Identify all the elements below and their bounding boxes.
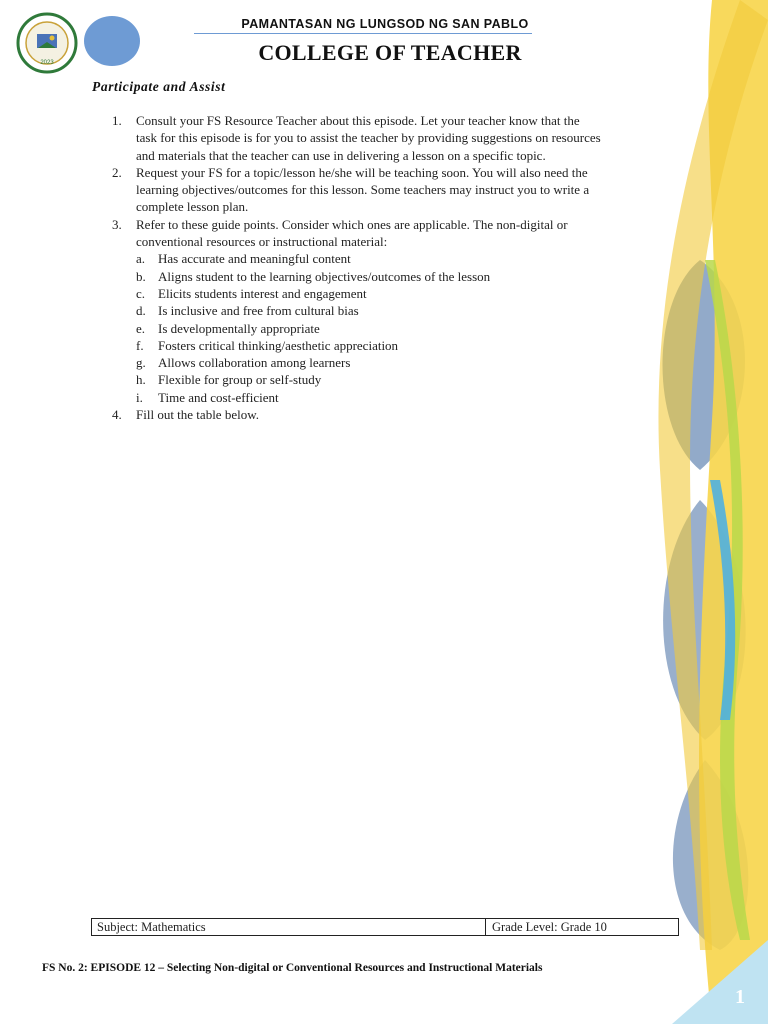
section-title: Participate and Assist bbox=[92, 79, 226, 94]
college-title: COLLEGE OF TEACHER bbox=[258, 40, 522, 65]
guide-point bbox=[112, 354, 682, 371]
item-line: complete lesson plan. bbox=[136, 199, 249, 215]
university-name: PAMANTASAN NG LUNGSOD NG SAN PABLO bbox=[241, 17, 529, 31]
guide-text: Elicits students interest and engagement bbox=[158, 285, 367, 301]
guide-point bbox=[112, 320, 682, 337]
subject-grade-table bbox=[91, 918, 679, 936]
guide-text: Flexible for group or self-study bbox=[158, 372, 322, 388]
blue-circle-logo bbox=[84, 16, 140, 66]
item-line: Consult your FS Resource Teacher about this episode. Let your teacher know that the bbox=[136, 113, 580, 128]
header-divider bbox=[194, 33, 532, 34]
item-line: task for this episode is for you to assist the teacher by providing suggestions on resources bbox=[136, 130, 601, 146]
guide-letter: g. bbox=[136, 355, 146, 371]
guide-letter: f. bbox=[136, 337, 144, 353]
guide-point bbox=[112, 371, 682, 388]
university-seal-logo bbox=[16, 12, 78, 74]
item-line: Fill out the table below. bbox=[136, 407, 259, 423]
guide-text: Fosters critical thinking/aesthetic appreciation bbox=[158, 337, 399, 353]
instruction-item bbox=[112, 164, 682, 216]
item-line: Refer to these guide points. Consider which ones are applicable. The non-digital or bbox=[136, 216, 568, 232]
guide-point bbox=[112, 302, 682, 319]
guide-text: Time and cost-efficient bbox=[158, 389, 279, 405]
instruction-item bbox=[112, 112, 682, 164]
item-line: learning objectives/outcomes for this lesson. Some teachers may instruct you to write a bbox=[136, 182, 590, 198]
seal-year: 2023 bbox=[40, 60, 54, 66]
guide-point bbox=[112, 268, 682, 285]
item-line: and materials that the teacher can use in delivering a lesson on a specific topic. bbox=[136, 147, 546, 163]
subject-cell: Subject: Mathematics bbox=[92, 919, 486, 935]
item-line: conventional resources or instructional material: bbox=[136, 234, 388, 250]
instruction-item bbox=[112, 216, 682, 251]
guide-point bbox=[112, 337, 682, 354]
guide-text: Is developmentally appropriate bbox=[158, 320, 320, 336]
guide-letter: b. bbox=[136, 268, 146, 284]
instructions-list bbox=[112, 112, 682, 423]
item-number: 4. bbox=[112, 407, 122, 423]
guide-letter: e. bbox=[136, 320, 146, 336]
guide-text: Aligns student to the learning objectives/outcomes of the lesson bbox=[158, 268, 491, 284]
item-line: Request your FS for a topic/lesson he/she will be teaching soon. You will also need the bbox=[136, 164, 588, 180]
footer-episode-title: FS No. 2: EPISODE 12 – Selecting Non-digital or Conventional Resources and Instructional Materials bbox=[42, 962, 543, 974]
guide-letter: c. bbox=[136, 285, 146, 301]
guide-point bbox=[112, 389, 682, 406]
guide-text: Is inclusive and free from cultural bias bbox=[158, 303, 359, 319]
page-number: 1 bbox=[735, 986, 745, 1008]
guide-point bbox=[112, 285, 682, 302]
guide-letter: i. bbox=[136, 389, 143, 405]
guide-text: Has accurate and meaningful content bbox=[158, 251, 351, 267]
guide-letter: a. bbox=[136, 251, 146, 267]
guide-text: Allows collaboration among learners bbox=[158, 355, 351, 371]
grade-level-cell: Grade Level: Grade 10 bbox=[492, 920, 607, 934]
item-number: 2. bbox=[112, 164, 122, 180]
item-number: 3. bbox=[112, 216, 122, 232]
guide-letter: d. bbox=[136, 303, 146, 319]
guide-letter: h. bbox=[136, 372, 146, 388]
guide-point bbox=[112, 250, 682, 267]
instruction-item bbox=[112, 406, 682, 423]
item-number: 1. bbox=[112, 113, 122, 128]
